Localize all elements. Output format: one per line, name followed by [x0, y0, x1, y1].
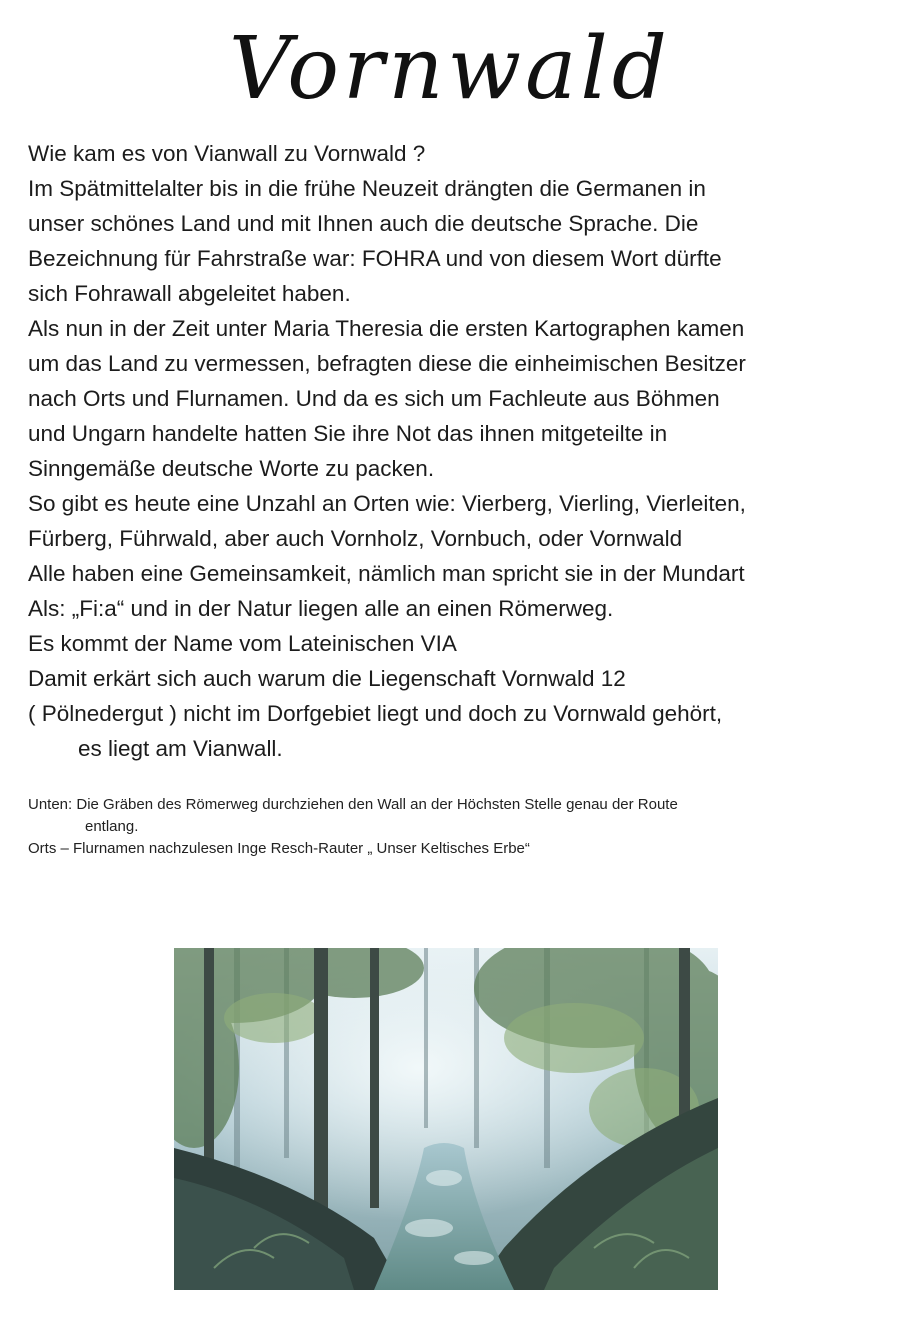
caption-line: Unten: Die Gräben des Römerweg durchziehen den Wall an der Höchsten Stelle genau der Route [28, 796, 678, 813]
page-title: Vornwald [229, 19, 671, 119]
caption-line: Orts – Flurnamen nachzulesen Inge Resch-Rauter „ Unser Keltisches Erbe“ [28, 840, 530, 857]
body-line: um das Land zu vermessen, befragten diese die einheimischen Besitzer [28, 351, 746, 376]
caption-line: entlang. [85, 818, 139, 835]
body-line: Bezeichnung für Fahrstraße war: FOHRA und von diesem Wort dürfte [28, 246, 722, 271]
body-line: Fürberg, Führwald, aber auch Vornholz, Vornbuch, oder Vornwald [28, 526, 683, 551]
body-line: Es kommt der Name vom Lateinischen VIA [28, 631, 457, 656]
body-line: Alle haben eine Gemeinsamkeit, nämlich man spricht sie in der Mundart [28, 561, 745, 586]
body-line: und Ungarn handelte hatten Sie ihre Not das ihnen mitgeteilte in [28, 421, 668, 446]
body-line: Als: „Fi:a“ und in der Natur liegen alle an einen Römerweg. [28, 596, 614, 621]
forest-illustration [174, 948, 718, 1290]
photo-caption [28, 794, 878, 860]
body-line: es liegt am Vianwall. [78, 736, 283, 761]
body-line: ( Pölnedergut ) nicht im Dorfgebiet liegt und doch zu Vornwald gehört, [28, 701, 723, 726]
body-line: Sinngemäße deutsche Worte zu packen. [28, 456, 435, 481]
body-line: Wie kam es von Vianwall zu Vornwald ? [28, 141, 426, 166]
body-line: Als nun in der Zeit unter Maria Theresia die ersten Kartographen kamen [28, 316, 745, 341]
forest-photo [174, 948, 718, 1290]
body-line: unser schönes Land und mit Ihnen auch die deutsche Sprache. Die [28, 211, 699, 236]
body-line: Im Spätmittelalter bis in die frühe Neuzeit drängten die Germanen in [28, 176, 706, 201]
body-line: nach Orts und Flurnamen. Und da es sich um Fachleute aus Böhmen [28, 386, 720, 411]
body-text [28, 136, 888, 766]
body-line: sich Fohrawall abgeleitet haben. [28, 281, 351, 306]
body-line: So gibt es heute eine Unzahl an Orten wie: Vierberg, Vierling, Vierleiten, [28, 491, 746, 516]
body-line: Damit erkärt sich auch warum die Liegenschaft Vornwald 12 [28, 666, 626, 691]
